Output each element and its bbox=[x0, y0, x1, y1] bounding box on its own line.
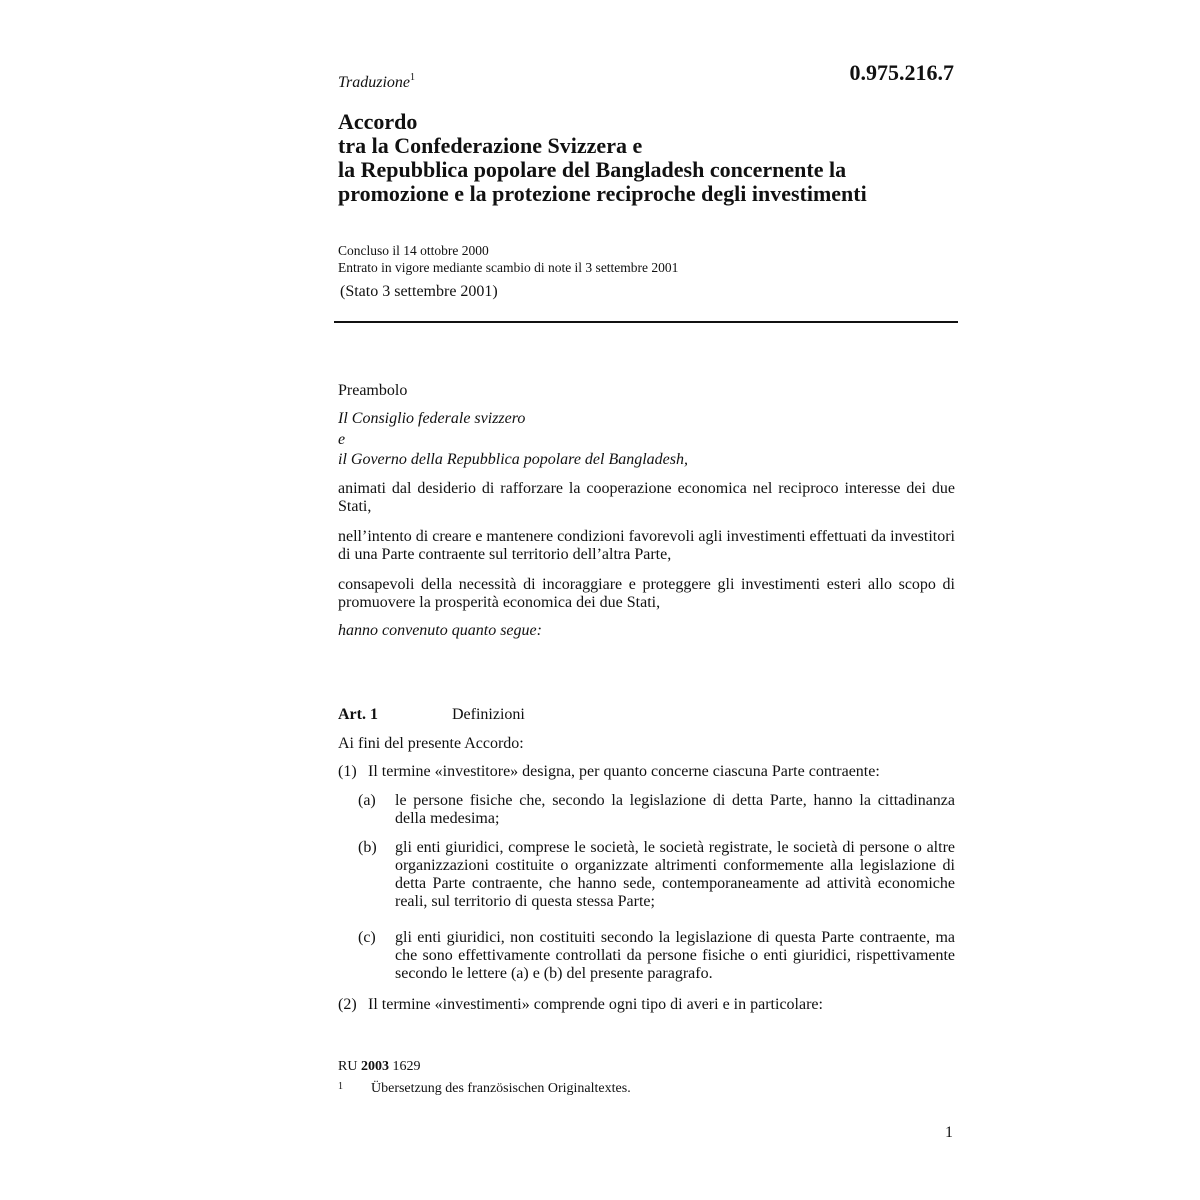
recital-2: nell’intento di creare e mantenere condizioni favorevoli agli investimenti effettuati da investitori di una Parte contraente sul territorio dell’altra Parte, bbox=[338, 528, 955, 563]
preamble-closing: hanno convenuto quanto segue: bbox=[338, 622, 542, 639]
ru-page: 1629 bbox=[392, 1059, 421, 1074]
item-letter: (c) bbox=[358, 929, 376, 946]
item-letter: (b) bbox=[358, 839, 377, 856]
party-1: Il Consiglio federale svizzero bbox=[338, 410, 526, 427]
page-number: 1 bbox=[945, 1124, 953, 1141]
recital-3: consapevoli della necessità di incoraggiare e proteggere gli investimenti esteri allo scopo di promuovere la prosperità economica dei due Stati, bbox=[338, 576, 955, 611]
paragraph-1-text: Il termine «investitore» designa, per quanto concerne ciascuna Parte contraente: bbox=[368, 763, 880, 780]
in-force-date: Entrato in vigore mediante scambio di note il 3 settembre 2001 bbox=[338, 260, 679, 275]
header-rule bbox=[334, 321, 958, 323]
ru-reference bbox=[338, 1059, 420, 1075]
translation-label bbox=[338, 74, 415, 92]
ru-prefix: RU bbox=[338, 1059, 358, 1074]
footnote-mark: 1 bbox=[410, 72, 416, 83]
paragraph-number: (1) bbox=[338, 763, 357, 780]
concluded-date: Concluso il 14 ottobre 2000 bbox=[338, 243, 489, 258]
document-meta bbox=[338, 242, 678, 276]
paragraph-number: (2) bbox=[338, 996, 357, 1013]
item-letter: (a) bbox=[358, 792, 376, 809]
title-line: promozione e la protezione reciproche degli investimenti bbox=[338, 181, 867, 206]
party-2: il Governo della Repubblica popolare del Bangladesh, bbox=[338, 451, 689, 468]
recital-1: animati dal desiderio di rafforzare la cooperazione economica nel reciproco interesse dei due Stati, bbox=[338, 480, 955, 515]
sr-number: 0.975.216.7 bbox=[849, 60, 954, 85]
document-title bbox=[338, 110, 958, 206]
article-intro: Ai fini del presente Accordo: bbox=[338, 735, 524, 752]
title-line: tra la Confederazione Svizzera e bbox=[338, 133, 643, 158]
article-label: Art. 1 bbox=[338, 706, 378, 723]
paragraph-2-text: Il termine «investimenti» comprende ogni tipo di averi e in particolare: bbox=[368, 996, 823, 1013]
title-line: la Repubblica popolare del Bangladesh concernente la bbox=[338, 157, 847, 182]
party-conjunction: e bbox=[338, 431, 346, 448]
footnote-text: Übersetzung des französischen Originaltextes. bbox=[371, 1081, 631, 1096]
footnote-number: 1 bbox=[338, 1081, 343, 1092]
item-text: gli enti giuridici, non costituiti secondo la legislazione di questa Parte contraente, ma che sono effettivamente controllati da persone fisiche o enti giuridici, rispettivamente secondo le lettere (a) e (b) del presente paragrafo. bbox=[395, 929, 955, 982]
item-text: le persone fisiche che, secondo la legislazione di detta Parte, hanno la cittadinanza della medesima; bbox=[395, 792, 955, 827]
translation-label-text: Traduzione bbox=[338, 74, 411, 91]
article-title: Definizioni bbox=[452, 706, 525, 723]
item-text: gli enti giuridici, comprese le società, le società registrate, le società di persone o altre organizzazioni costituite o organizzate altrimenti conformemente alla legislazione di detta Parte contraente, che hanno sede, contemporaneamente ad attività economiche reali, sul territorio di questa stessa Parte; bbox=[395, 839, 955, 910]
title-line: Accordo bbox=[338, 109, 418, 134]
ru-year: 2003 bbox=[360, 1059, 389, 1074]
status-date: (Stato 3 settembre 2001) bbox=[340, 283, 498, 300]
preamble-heading: Preambolo bbox=[338, 382, 408, 399]
